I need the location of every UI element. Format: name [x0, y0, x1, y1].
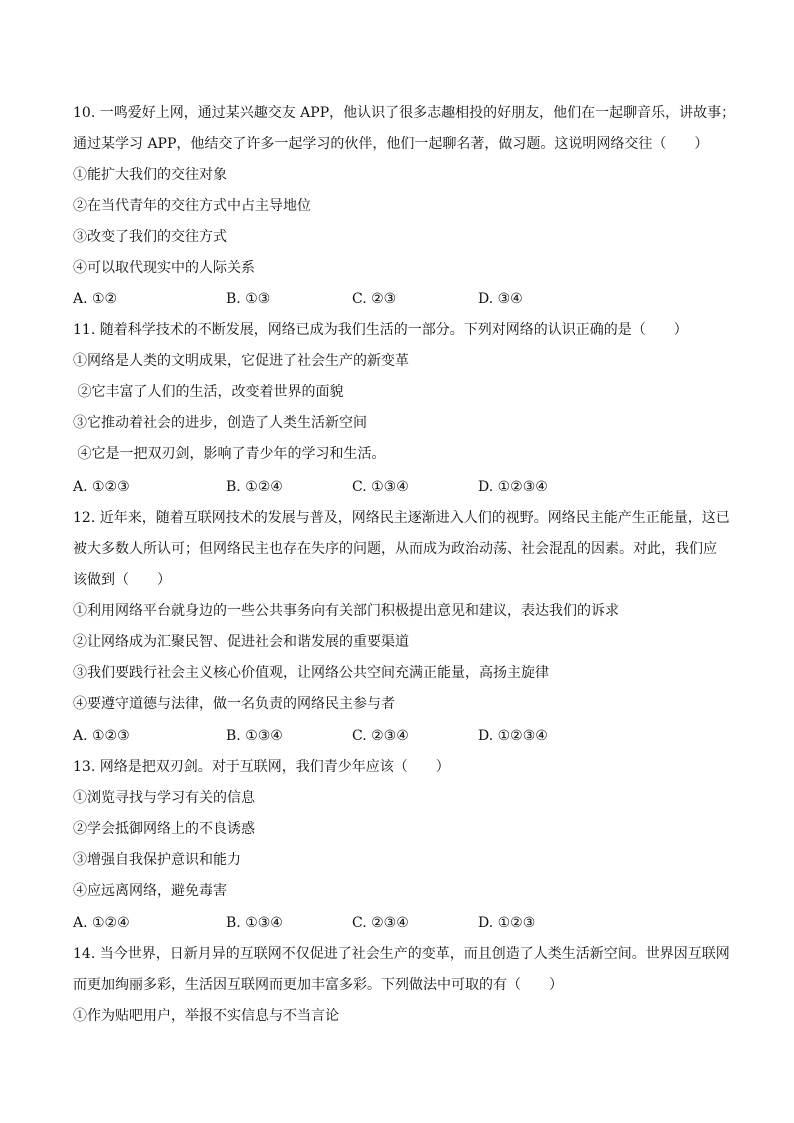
- question-13-option-d: D. ①②③: [478, 915, 536, 931]
- question-13-item-4: ④应远离网络，避免毒害: [73, 883, 227, 899]
- question-10-option-a: A. ①②: [73, 291, 118, 307]
- question-13-item-1: ①浏览寻找与学习有关的信息: [73, 790, 255, 806]
- question-10-stem-line-2: 通过某学习 APP，他结交了许多一起学习的伙伴，他们一起聊名著，做习题。这说明网络交往（ ）: [73, 136, 709, 152]
- question-12-option-b: B. ①③④: [226, 728, 283, 744]
- question-13-option-a: A. ①②④: [73, 915, 130, 931]
- question-11-option-b: B. ①②④: [226, 479, 283, 495]
- question-11-option-d: D. ①②③④: [478, 479, 548, 495]
- question-12-stem-line-3: 该做到（ ）: [73, 572, 171, 588]
- question-13-item-2: ②学会抵御网络上的不良诱惑: [73, 821, 255, 837]
- question-11-stem-line-1: 11. 随着科学技术的不断发展，网络已成为我们生活的一部分。下列对网络的认识正确的是（ ）: [73, 322, 688, 338]
- question-10-stem-line-1: 10. 一鸣爱好上网，通过某兴趣交友 APP，他认识了很多志趣相投的好朋友，他们在一起聊音乐，讲故事；: [73, 105, 736, 121]
- question-10-option-b: B. ①③: [226, 291, 271, 307]
- question-12-option-c: C. ②③④: [352, 728, 409, 744]
- question-11-item-4: ④它是一把双刃剑，影响了青少年的学习和生活。: [73, 446, 386, 462]
- question-14-stem-line-2: 而更加绚丽多彩，生活因互联网而更加丰富多彩。下列做法中可取的有（ ）: [73, 977, 563, 993]
- question-13-item-3: ③增强自我保护意识和能力: [73, 852, 241, 868]
- question-13-stem-line-1: 13. 网络是把双刃剑。对于互联网，我们青少年应该（ ）: [73, 759, 450, 775]
- question-10-option-d: D. ③④: [478, 291, 523, 307]
- question-11-item-2: ②它丰富了人们的生活，改变着世界的面貌: [73, 384, 344, 400]
- question-11-option-a: A. ①②③: [73, 479, 130, 495]
- question-14-item-1: ①作为贴吧用户，举报不实信息与不当言论: [73, 1008, 339, 1024]
- question-12-item-4: ④要遵守道德与法律，做一名负责的网络民主参与者: [73, 696, 395, 712]
- question-14-stem-line-1: 14. 当今世界，日新月异的互联网不仅促进了社会生产的变革，而且创造了人类生活新空间。世界因互联网: [73, 946, 730, 962]
- question-12-stem-line-2: 被大多数人所认可；但网络民主也存在失序的问题，从而成为政治动荡、社会混乱的因素。对此，我们应: [73, 541, 717, 557]
- question-12-stem-line-1: 12. 近年来，随着互联网技术的发展与普及，网络民主逐渐进入人们的视野。网络民主能产生正能量，这已: [73, 510, 730, 526]
- question-12-item-3: ③我们要践行社会主义核心价值观，让网络公共空间充满正能量，高扬主旋律: [73, 665, 549, 681]
- question-12-option-d: D. ①②③④: [478, 728, 548, 744]
- question-10-item-4: ④可以取代现实中的人际关系: [73, 260, 255, 276]
- question-11-item-1: ①网络是人类的文明成果，它促进了社会生产的新变革: [73, 353, 409, 369]
- question-11-item-3: ③它推动着社会的进步，创造了人类生活新空间: [73, 415, 367, 431]
- question-12-option-a: A. ①②③: [73, 728, 130, 744]
- question-13-option-c: C. ②③④: [352, 915, 409, 931]
- question-13-option-b: B. ①③④: [226, 915, 283, 931]
- question-10-item-3: ③改变了我们的交往方式: [73, 229, 227, 245]
- question-12-item-2: ②让网络成为汇聚民智、促进社会和谐发展的重要渠道: [73, 634, 409, 650]
- question-12-item-1: ①利用网络平台就身边的一些公共事务向有关部门积极提出意见和建议，表达我们的诉求: [73, 603, 619, 619]
- question-10-option-c: C. ②③: [352, 291, 397, 307]
- question-10-item-2: ②在当代青年的交往方式中占主导地位: [73, 198, 311, 214]
- question-11-option-c: C. ①③④: [352, 479, 409, 495]
- question-10-item-1: ①能扩大我们的交往对象: [73, 167, 227, 183]
